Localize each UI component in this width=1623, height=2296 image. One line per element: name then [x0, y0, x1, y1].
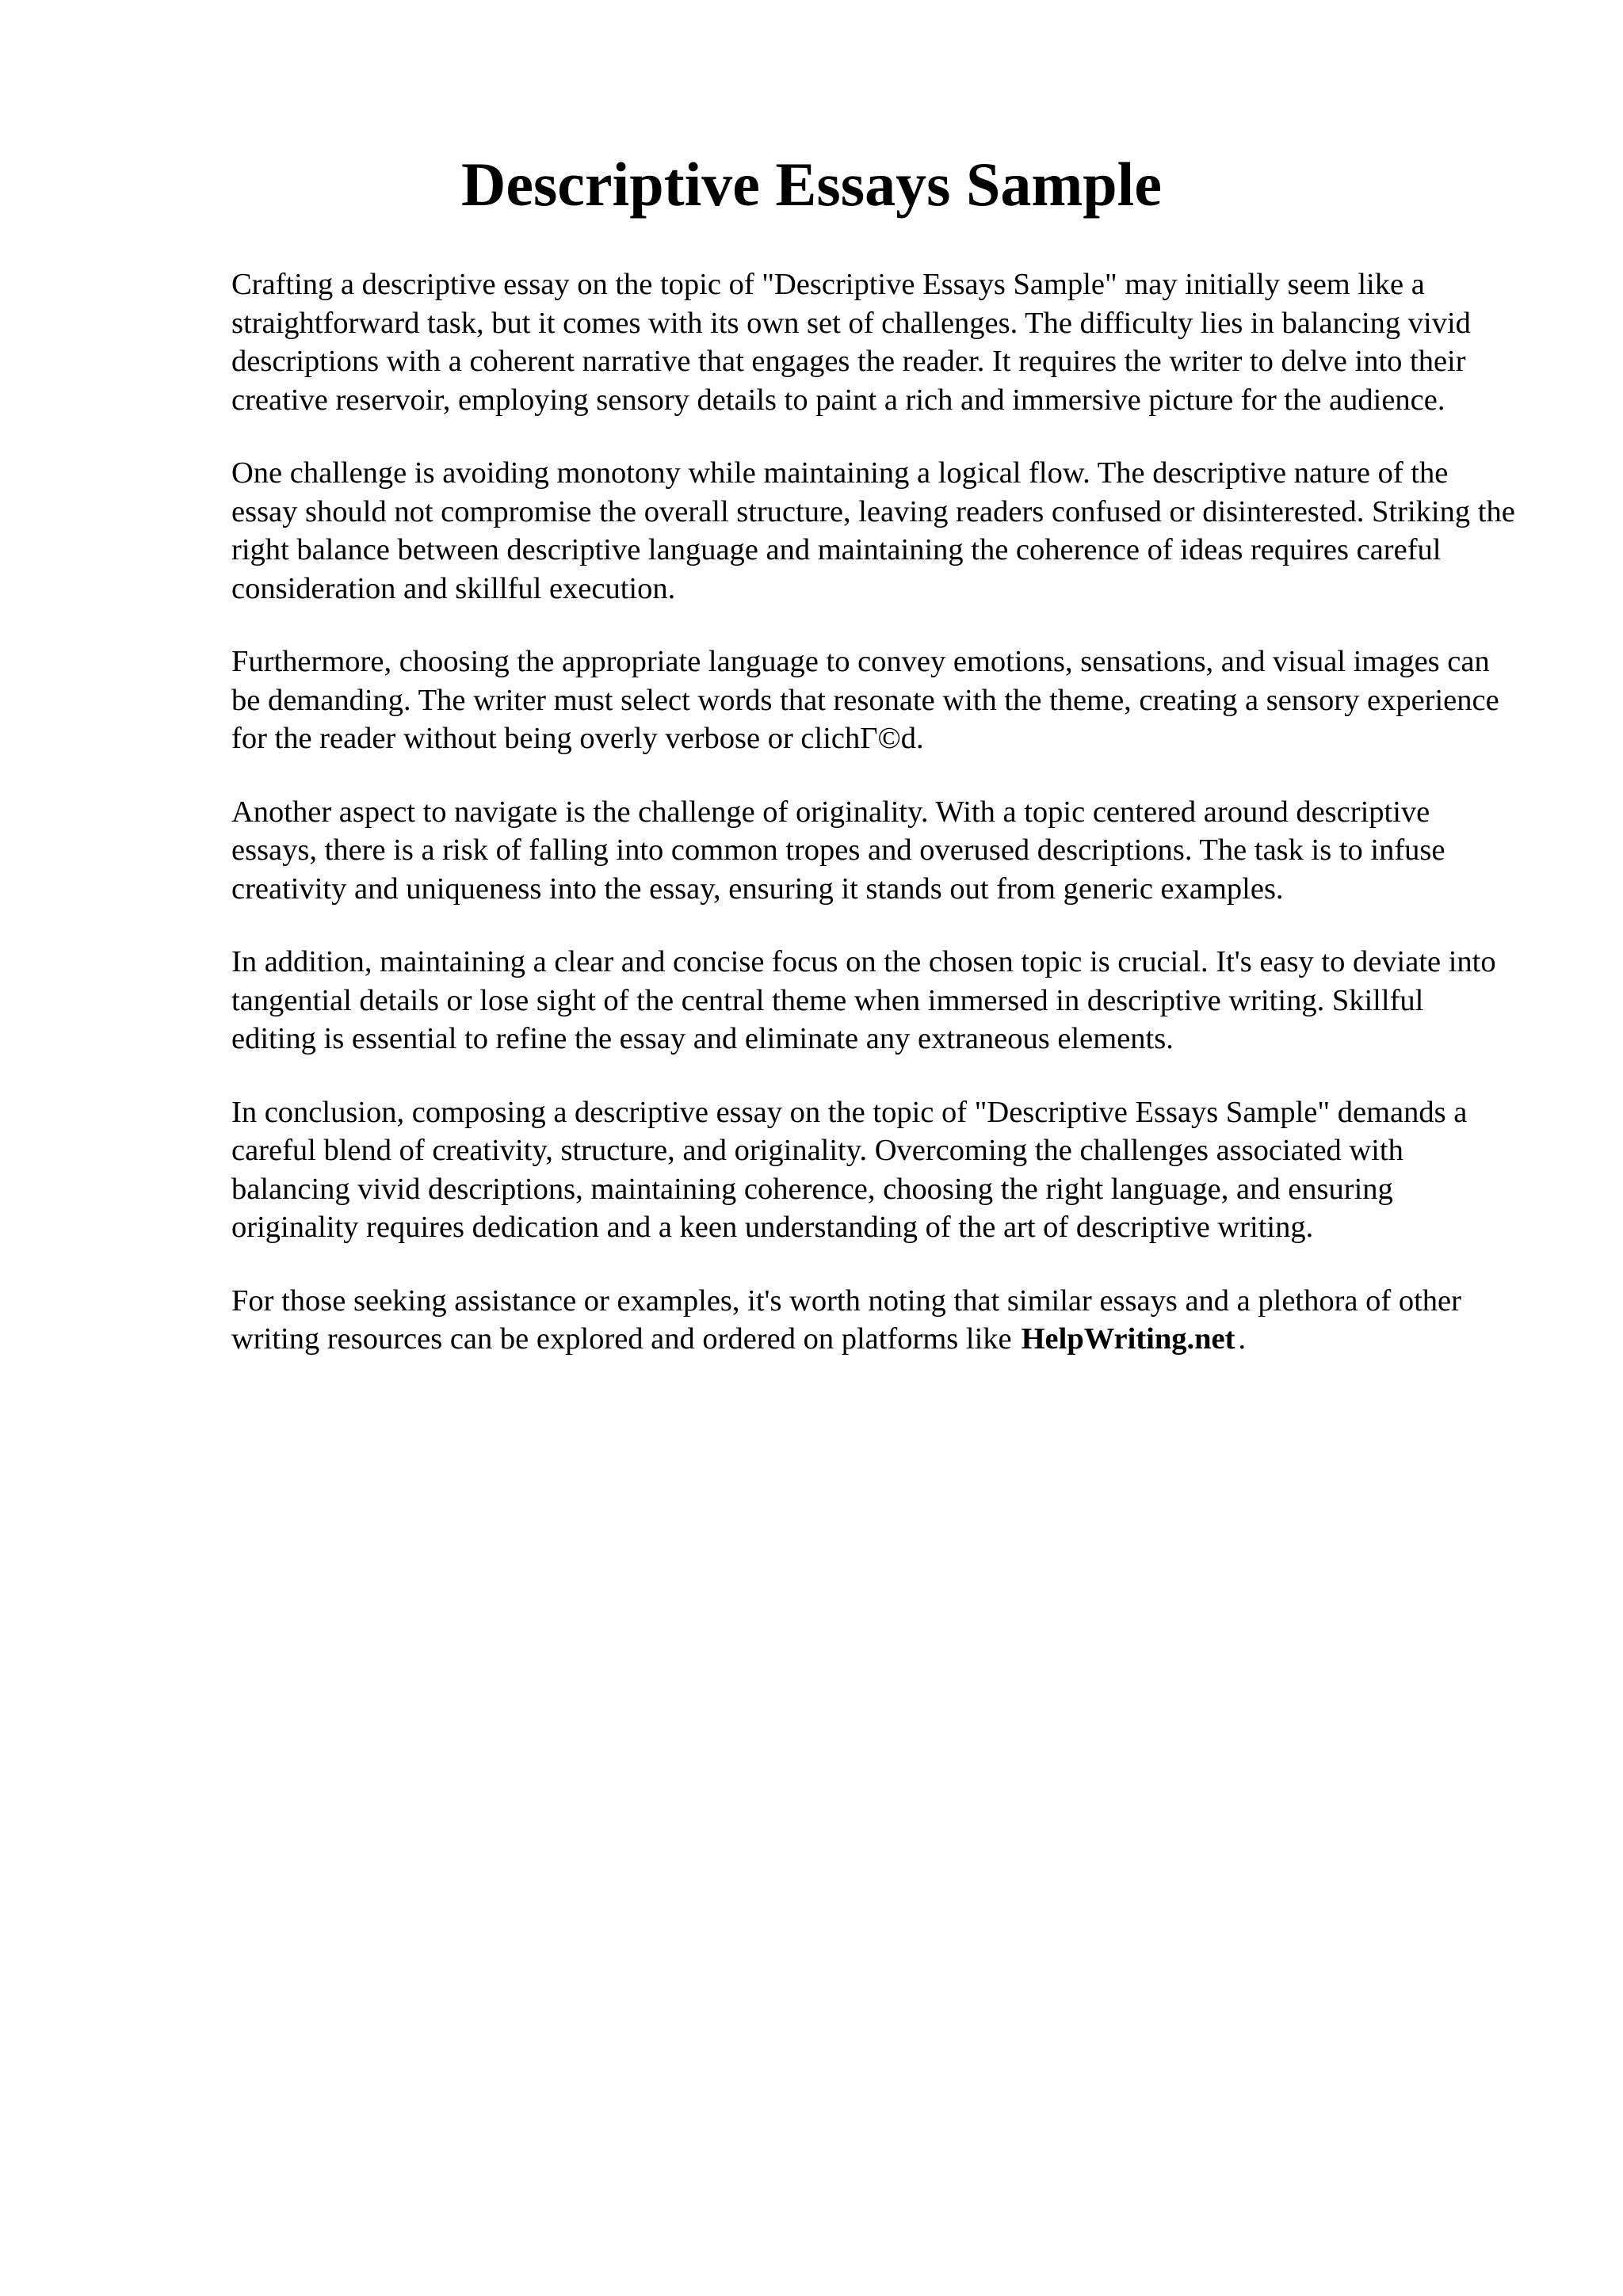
helpwriting-link[interactable]: HelpWriting.net	[1021, 1322, 1235, 1356]
closing-period: .	[1238, 1322, 1247, 1356]
document-title: Descriptive Essays Sample	[461, 150, 1162, 219]
paragraph-1: Crafting a descriptive essay on the topic of "Descriptive Essays Sample" may initially seem like a straightforward task, but it comes with its own set of challenges. The difficulty lies in balancing vivid descriptions with a coherent narrative that engages the reader. It requires the writer to delve into their creative reservoir, employing sensory details to paint a rich and immersive picture for the audience.	[231, 268, 1471, 417]
paragraph-3: Furthermore, choosing the appropriate language to convey emotions, sensations, and visual images can be demanding. The writer must select words that resonate with the theme, creating a sensory experience for the reader without being overly verbose or clichΓ©d.	[231, 645, 1499, 755]
closing-paragraph	[231, 1282, 1515, 1359]
paragraph-2: One challenge is avoiding monotony while maintaining a logical flow. The descriptive nature of the essay should not compromise the overall structure, leaving readers confused or disinterested. Striking the right balance between descriptive language and maintaining the coherence of ideas requires careful consideration and skillful execution.	[231, 456, 1515, 605]
paragraph-4: Another aspect to navigate is the challenge of originality. With a topic centered around descriptive essays, there is a risk of falling into common tropes and overused descriptions. The task is to infuse creativity and uniqueness into the essay, ensuring it stands out from generic examples.	[231, 795, 1445, 906]
paragraph-5: In addition, maintaining a clear and concise focus on the chosen topic is crucial. It's easy to deviate into tangential details or lose sight of the central theme when immersed in descriptive writing. Skillful editing is essential to refine the essay and eliminate any extraneous elements.	[231, 945, 1496, 1055]
paragraph-6: In conclusion, composing a descriptive essay on the topic of "Descriptive Essays Sample" demands a careful blend of creativity, structure, and originality. Overcoming the challenges associated with balancing vivid descriptions, maintaining coherence, choosing the right language, and ensuring originality requires dedication and a keen understanding of the art of descriptive writing.	[231, 1095, 1468, 1244]
document-body	[231, 265, 1515, 1394]
closing-text: For those seeking assistance or examples, it's worth noting that similar essays and a plethora of other writing resources can be explored and ordered on platforms like	[231, 1283, 1461, 1356]
